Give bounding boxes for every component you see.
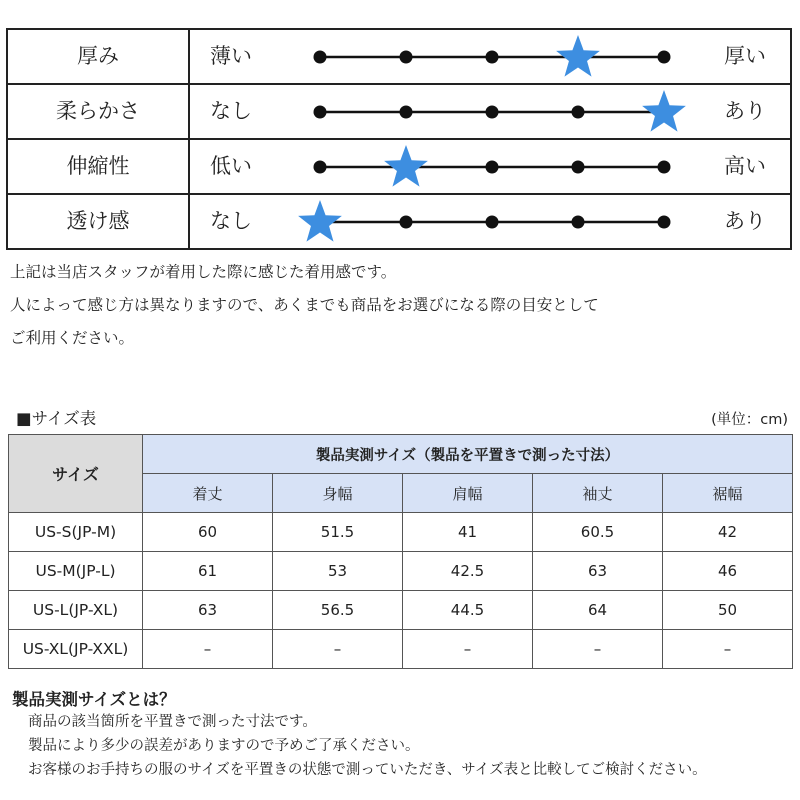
explanation-line: お客様のお手持ちの服のサイズを平置きの状態で測っていただき、サイズ表と比較してご検討ください。 — [28, 762, 707, 778]
feel-scale-max: あり — [724, 209, 766, 233]
scale-dot — [314, 106, 327, 119]
scale-dot — [658, 216, 671, 229]
column-header: 裾幅 — [663, 474, 793, 513]
size-label: US-S(JP-M) — [9, 513, 143, 552]
table-cell: – — [663, 630, 793, 669]
scale-dot — [314, 51, 327, 64]
table-cell: 42 — [663, 513, 793, 552]
feel-scale-max: 高い — [724, 154, 766, 178]
measurement-span-header: 製品実測サイズ（製品を平置きで測った寸法） — [143, 435, 793, 474]
scale-dot — [658, 51, 671, 64]
explanation-text — [28, 710, 707, 782]
table-cell: 63 — [533, 552, 663, 591]
feel-scale-max: 厚い — [724, 44, 766, 68]
rating-star-icon — [384, 145, 428, 187]
feel-label: 柔らかさ — [56, 99, 140, 123]
wear-feel-table — [6, 28, 792, 250]
scale-dot — [486, 216, 499, 229]
size-table-unit: (単位：cm) — [711, 412, 788, 428]
column-header: 袖丈 — [533, 474, 663, 513]
note-line: ご利用ください。 — [10, 329, 135, 347]
column-header: 着丈 — [143, 474, 273, 513]
table-cell: 50 — [663, 591, 793, 630]
table-row — [9, 552, 793, 591]
wear-feel-note — [10, 256, 790, 355]
table-cell: – — [403, 630, 533, 669]
explanation-line: 商品の該当箇所を平置きで測った寸法です。 — [28, 714, 317, 730]
feel-scale-min: なし — [210, 99, 252, 123]
table-cell: 60.5 — [533, 513, 663, 552]
table-row — [9, 630, 793, 669]
explanation-line: 製品により多少の誤差がありますので予めご了承ください。 — [28, 738, 420, 754]
feel-scale-min: 低い — [210, 154, 252, 178]
feel-scale — [298, 85, 698, 138]
column-header: 身幅 — [273, 474, 403, 513]
feel-scale — [298, 140, 698, 193]
scale-dot — [400, 106, 413, 119]
table-row — [9, 591, 793, 630]
table-cell: 44.5 — [403, 591, 533, 630]
table-cell: 51.5 — [273, 513, 403, 552]
feel-scale — [298, 30, 698, 83]
table-row — [9, 513, 793, 552]
feel-scale-graphic — [298, 85, 698, 138]
feel-scale-min: 薄い — [210, 44, 252, 68]
feel-row-stretch — [8, 140, 790, 193]
table-cell: 41 — [403, 513, 533, 552]
scale-dot — [572, 161, 585, 174]
scale-dot — [314, 161, 327, 174]
scale-dot — [486, 161, 499, 174]
size-label: US-M(JP-L) — [9, 552, 143, 591]
feel-row-sheerness — [8, 195, 790, 248]
size-label: US-L(JP-XL) — [9, 591, 143, 630]
feel-label: 伸縮性 — [66, 154, 130, 178]
size-table — [8, 434, 793, 669]
table-cell: 60 — [143, 513, 273, 552]
feel-scale-graphic — [298, 195, 698, 248]
feel-scale-graphic — [298, 30, 698, 83]
feel-label: 厚み — [77, 44, 119, 68]
column-header: 肩幅 — [403, 474, 533, 513]
scale-dot — [658, 161, 671, 174]
note-line: 人によって感じ方は異なりますので、あくまでも商品をお選びになる際の目安として — [10, 296, 599, 314]
note-line: 上記は当店スタッフが着用した際に感じた着用感です。 — [10, 263, 397, 281]
feel-scale-graphic — [298, 140, 698, 193]
feel-row-thickness — [8, 30, 790, 83]
size-corner-header: サイズ — [9, 435, 143, 513]
size-table-heading: ■サイズ表 — [16, 409, 97, 428]
table-cell: 63 — [143, 591, 273, 630]
scale-dot — [486, 51, 499, 64]
scale-dot — [400, 51, 413, 64]
table-cell: 46 — [663, 552, 793, 591]
scale-dot — [486, 106, 499, 119]
explanation-title: 製品実測サイズとは？ — [12, 690, 176, 709]
feel-row-softness — [8, 85, 790, 138]
table-cell: 53 — [273, 552, 403, 591]
scale-dot — [572, 216, 585, 229]
table-cell: – — [143, 630, 273, 669]
feel-scale-min: なし — [210, 209, 252, 233]
rating-star-icon — [556, 35, 600, 77]
scale-dot — [400, 216, 413, 229]
table-cell: 61 — [143, 552, 273, 591]
size-label: US-XL(JP-XXL) — [9, 630, 143, 669]
scale-dot — [572, 106, 585, 119]
table-cell: 56.5 — [273, 591, 403, 630]
feel-scale-max: あり — [724, 99, 766, 123]
table-cell: 64 — [533, 591, 663, 630]
feel-label: 透け感 — [66, 209, 130, 233]
table-cell: – — [533, 630, 663, 669]
table-cell: 42.5 — [403, 552, 533, 591]
table-cell: – — [273, 630, 403, 669]
rating-star-icon — [642, 90, 686, 132]
rating-star-icon — [298, 200, 342, 242]
feel-scale — [298, 195, 698, 248]
